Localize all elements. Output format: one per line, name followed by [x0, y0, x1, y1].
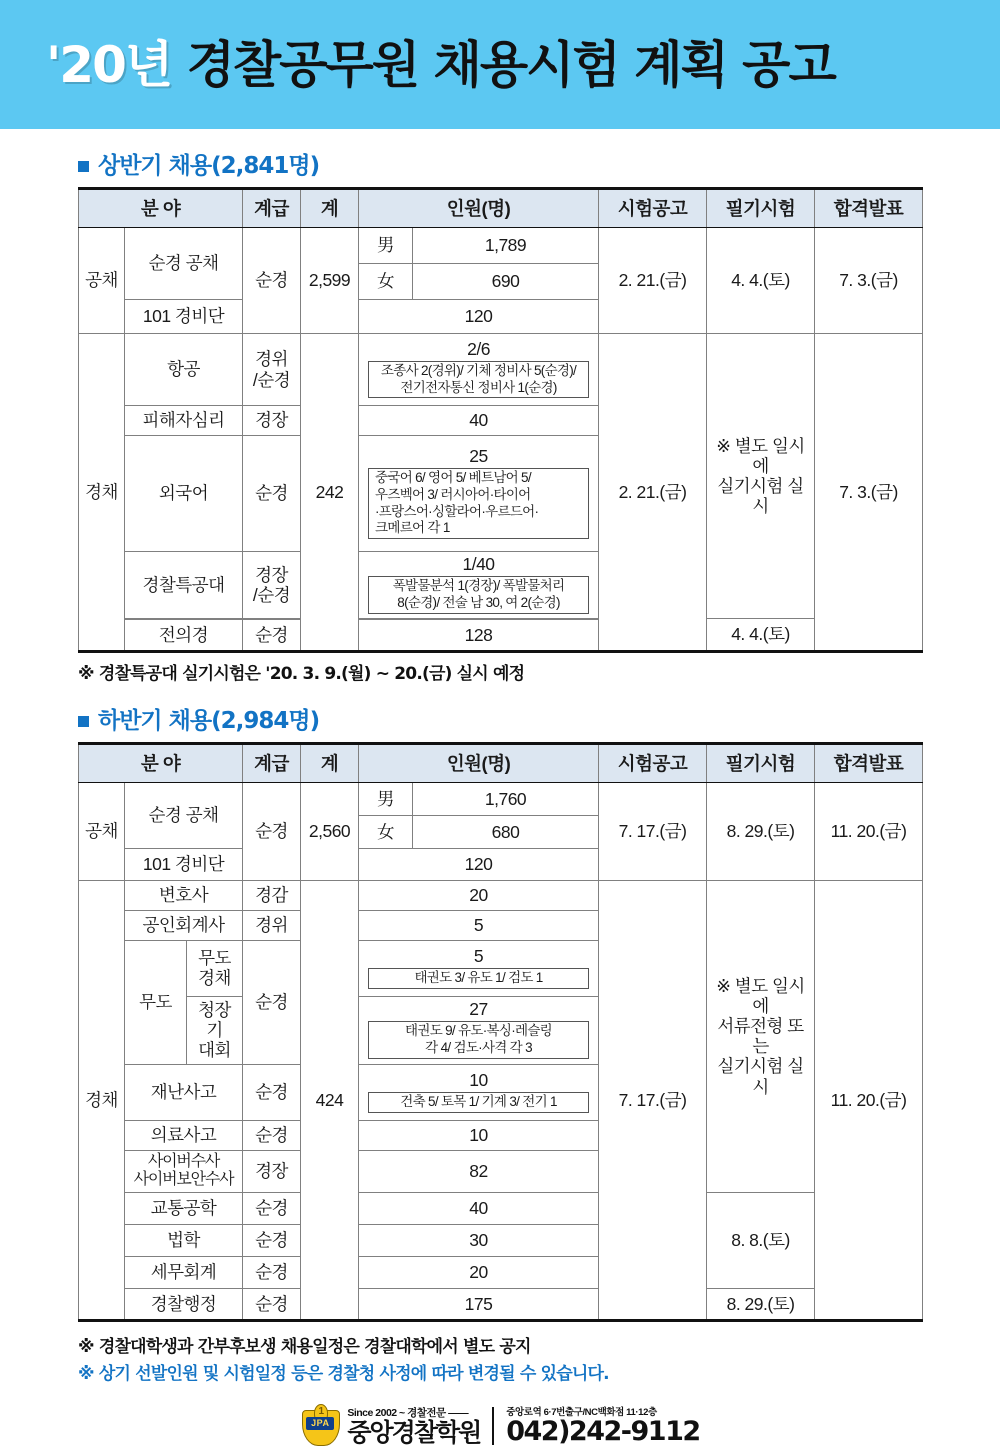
result-date-open: 11. 20.(금): [815, 782, 923, 880]
rank-martial-arts: 순경: [243, 940, 301, 1064]
footnote-first-half: ※ 경찰특공대 실기시험은 '20. 3. 9.(월) ~ 20.(금) 실시 예정: [78, 663, 525, 684]
field-disaster-accident: 재난사고: [125, 1064, 243, 1120]
detail-foreign-language: [368, 468, 589, 540]
contact-column: [506, 1404, 699, 1445]
rank-swat: [243, 552, 301, 619]
field-victim-psychology: 피해자심리: [125, 406, 243, 436]
rank-disaster-accident: 순경: [243, 1064, 301, 1120]
rank-cpa: 경위: [243, 910, 301, 940]
detail-line4: 크메르어 각 1: [375, 520, 450, 536]
rank-open: 순경: [243, 228, 301, 334]
written-date-open: 4. 4.(토): [707, 228, 815, 334]
result-date-special: 11. 20.(금): [815, 880, 923, 1320]
field-101-guard: 101 경비단: [125, 848, 243, 880]
detail-line2: 8(순경)/ 전술 남 30, 여 2(순경): [397, 594, 560, 610]
count-martial-arts: 5: [473, 945, 484, 966]
count-commissioner-cup: 27: [469, 999, 488, 1020]
col-header-notice: 시험공고: [599, 189, 707, 228]
table-row: [79, 782, 923, 815]
rank-open: 순경: [243, 782, 301, 880]
practical-note-line1: ※ 별도 일시에: [716, 975, 805, 1016]
detail-line1: 건축 5/ 토목 1/ 기계 3/ 전기 1: [400, 1093, 557, 1109]
count-foreign-language: 25: [469, 445, 488, 466]
brand-since: Since 2002 ~ 경찰전문 ——: [347, 1407, 469, 1420]
count-traffic-engineering: 40: [359, 1192, 599, 1224]
result-date-special: 7. 3.(금): [815, 334, 923, 652]
total-special: 424: [301, 880, 359, 1320]
field-line2: 사이버보안수사: [133, 1171, 234, 1189]
practical-note-line3: 실기시험 실시: [717, 1056, 804, 1097]
rank-victim-psychology: 경장: [243, 406, 301, 436]
detail-line1: 폭발물분석 1(경장)/ 폭발물처리: [392, 578, 565, 593]
col-header-rank: 계급: [243, 743, 301, 782]
count-aviation-cell: [359, 334, 599, 406]
rank-tax-accounting: 순경: [243, 1256, 301, 1288]
rank-line1: 경위: [255, 349, 288, 370]
table-row: [79, 334, 923, 406]
first-half-table: [78, 187, 923, 653]
count-commissioner-cup-cell: [359, 996, 599, 1064]
rank-line2: /순경: [252, 369, 291, 390]
detail-martial-arts: [368, 968, 589, 989]
table-row: [79, 1288, 923, 1320]
col-header-total: 계: [301, 743, 359, 782]
count-disaster-accident: 10: [469, 1069, 488, 1090]
count-lawyer: 20: [359, 880, 599, 910]
count-conscripted-police: 128: [359, 619, 599, 651]
note-police-university: ※ 경찰대학생과 간부후보생 채용일정은 경찰대학에서 별도 공지: [78, 1336, 531, 1357]
banner-main-title: 경찰공무원 채용시험 계획 공고: [186, 35, 835, 94]
group-label-special: 경채: [79, 334, 125, 652]
rank-police-administration: 순경: [243, 1288, 301, 1320]
footer-text-block: [347, 1404, 699, 1445]
practical-note-line1: ※ 별도 일시에: [716, 435, 805, 476]
subfield-line2: 대회: [198, 1040, 231, 1061]
footer-notes: [78, 1332, 922, 1384]
rank-line2: /순경: [252, 584, 291, 605]
footer-branding: [78, 1404, 922, 1446]
page-banner: [0, 0, 1000, 129]
field-sungyeong-open: 순경 공채: [125, 782, 243, 848]
subfield-line1: 청장기: [198, 1000, 231, 1041]
note-subject-to-change: ※ 상기 선발인원 및 시험일정 등은 경찰청 사정에 따라 변경될 수 있습니다.: [78, 1363, 609, 1384]
rank-lawyer: 경감: [243, 880, 301, 910]
col-header-field: 분 야: [79, 189, 243, 228]
count-martial-arts-cell: [359, 940, 599, 996]
banner-year: '20년: [46, 35, 172, 94]
page-body: [0, 155, 1000, 1446]
rank-medical-accident: 순경: [243, 1120, 301, 1150]
banner-title: [46, 35, 835, 94]
col-header-notice: 시험공고: [599, 743, 707, 782]
second-half-table: [78, 742, 923, 1322]
male-label: 男: [359, 782, 413, 815]
rank-line1: 경장: [255, 564, 288, 585]
col-header-total: 계: [301, 189, 359, 228]
count-victim-psychology: 40: [359, 406, 599, 436]
field-lawyer: 변호사: [125, 880, 243, 910]
detail-line1: 중국어 6/ 영어 5/ 베트남어 5/: [375, 469, 531, 485]
field-aviation: 항공: [125, 334, 243, 406]
male-value: 1,760: [413, 782, 599, 815]
detail-aviation: [368, 361, 589, 399]
total-open: 2,599: [301, 228, 359, 334]
section-title-first-half: 상반기 채용(2,841명): [98, 153, 320, 179]
detail-line2: 우즈벡어 3/ 러시아어·타이어: [375, 486, 531, 502]
count-swat-cell: [359, 552, 599, 619]
male-label: 男: [359, 228, 413, 264]
detail-line2: 각 4/ 검도·사격 각 3: [425, 1040, 532, 1056]
table-header-row: [79, 189, 923, 228]
col-header-field: 분 야: [79, 743, 243, 782]
count-aviation: 2/6: [467, 338, 490, 359]
practical-note-special: [707, 880, 815, 1192]
group-label-open: 공채: [79, 782, 125, 880]
total-special: 242: [301, 334, 359, 652]
subfield-commissioner-cup: [187, 996, 243, 1064]
contact-phone: 042)242-9112: [506, 1416, 700, 1447]
field-martial-arts: 무도: [125, 940, 187, 1064]
subfield-line1: 무도: [198, 948, 231, 969]
field-tax-accounting: 세무회계: [125, 1256, 243, 1288]
count-tax-accounting: 20: [359, 1256, 599, 1288]
footer-divider: [492, 1407, 494, 1445]
detail-disaster-accident: [368, 1092, 589, 1113]
logo-number: 1: [314, 1404, 328, 1422]
rank-cyber-investigation: 경장: [243, 1150, 301, 1192]
count-disaster-accident-cell: [359, 1064, 599, 1120]
table-header-row: [79, 743, 923, 782]
table-row: [79, 880, 923, 910]
count-cpa: 5: [359, 910, 599, 940]
notice-date-special: 7. 17.(금): [599, 880, 707, 1320]
practical-note-special: [707, 334, 815, 619]
practical-note-line2: 실기시험 실시: [717, 475, 804, 516]
col-header-rank: 계급: [243, 189, 301, 228]
logo-text: JPA: [306, 1417, 334, 1430]
field-foreign-language: 외국어: [125, 436, 243, 552]
brand-name: 중앙경찰학원: [347, 1418, 481, 1447]
field-line1: 사이버수사: [147, 1152, 220, 1170]
section-header-first-half: [78, 155, 922, 178]
count-medical-accident: 10: [359, 1120, 599, 1150]
bullet-square-icon: [78, 716, 89, 727]
col-header-result: 합격발표: [815, 189, 923, 228]
section-title-second-half: 하반기 채용(2,984명): [98, 707, 320, 734]
notice-date-special: 2. 21.(금): [599, 334, 707, 652]
field-conscripted-police: 전의경: [125, 619, 243, 651]
written-date-special-2: 8. 8.(토): [707, 1192, 815, 1288]
field-cyber-investigation: [125, 1150, 243, 1192]
field-police-administration: 경찰행정: [125, 1288, 243, 1320]
bullet-square-icon: [78, 161, 89, 172]
jpa-shield-logo-icon: [300, 1404, 340, 1446]
section-header-second-half: [78, 707, 922, 734]
col-header-written: 필기시험: [707, 189, 815, 228]
guard-value: 120: [359, 300, 599, 334]
rank-law: 순경: [243, 1224, 301, 1256]
rank-foreign-language: 순경: [243, 436, 301, 552]
count-cyber-investigation: 82: [359, 1150, 599, 1192]
field-101-guard: 101 경비단: [125, 300, 243, 334]
count-law: 30: [359, 1224, 599, 1256]
detail-commissioner-cup: [368, 1021, 589, 1059]
guard-value: 120: [359, 848, 599, 880]
rank-aviation: [243, 334, 301, 406]
field-sungyeong-open: 순경 공채: [125, 228, 243, 300]
detail-line3: ·프랑스어·싱할라어·우르드어·: [375, 503, 539, 519]
female-value: 680: [413, 815, 599, 848]
col-header-people: 인원(명): [359, 189, 599, 228]
subfield-martial-arts-special: [187, 940, 243, 996]
female-label: 女: [359, 264, 413, 300]
table-row: [79, 228, 923, 264]
group-label-open: 공채: [79, 228, 125, 334]
field-swat: 경찰특공대: [125, 552, 243, 619]
written-date-special-3: 8. 29.(토): [707, 1288, 815, 1320]
rank-conscripted-police: 순경: [243, 619, 301, 651]
count-foreign-language-cell: [359, 436, 599, 552]
field-traffic-engineering: 교통공학: [125, 1192, 243, 1224]
male-value: 1,789: [413, 228, 599, 264]
notice-date-open: 2. 21.(금): [599, 228, 707, 334]
brand-column: [347, 1405, 480, 1445]
col-header-result: 합격발표: [815, 743, 923, 782]
detail-line1: 태권도 3/ 유도 1/ 검도 1: [414, 969, 543, 985]
count-police-administration: 175: [359, 1288, 599, 1320]
practical-note-line2: 서류전형 또는: [717, 1016, 804, 1057]
detail-line2: 전기전자통신 정비사 1(순경): [400, 379, 557, 395]
field-medical-accident: 의료사고: [125, 1120, 243, 1150]
detail-line1: 태권도 9/ 유도·복싱·레슬링: [405, 1023, 553, 1039]
col-header-people: 인원(명): [359, 743, 599, 782]
contact-address: 중앙로역 6·7번출구/NC백화점 11·12층: [506, 1407, 657, 1419]
written-date-special: 4. 4.(토): [707, 618, 815, 651]
rank-traffic-engineering: 순경: [243, 1192, 301, 1224]
notice-date-open: 7. 17.(금): [599, 782, 707, 880]
female-label: 女: [359, 815, 413, 848]
subfield-line2: 경채: [198, 968, 231, 989]
col-header-written: 필기시험: [707, 743, 815, 782]
written-date-open: 8. 29.(토): [707, 782, 815, 880]
detail-swat: [368, 576, 589, 614]
total-open: 2,560: [301, 782, 359, 880]
count-swat: 1/40: [462, 554, 495, 574]
group-label-special: 경채: [79, 880, 125, 1320]
result-date-open: 7. 3.(금): [815, 228, 923, 334]
female-value: 690: [413, 264, 599, 300]
field-law: 법학: [125, 1224, 243, 1256]
field-cpa: 공인회계사: [125, 910, 243, 940]
table-row: [79, 1192, 923, 1224]
detail-line1: 조종사 2(경위)/ 기체 정비사 5(순경)/: [380, 362, 577, 378]
